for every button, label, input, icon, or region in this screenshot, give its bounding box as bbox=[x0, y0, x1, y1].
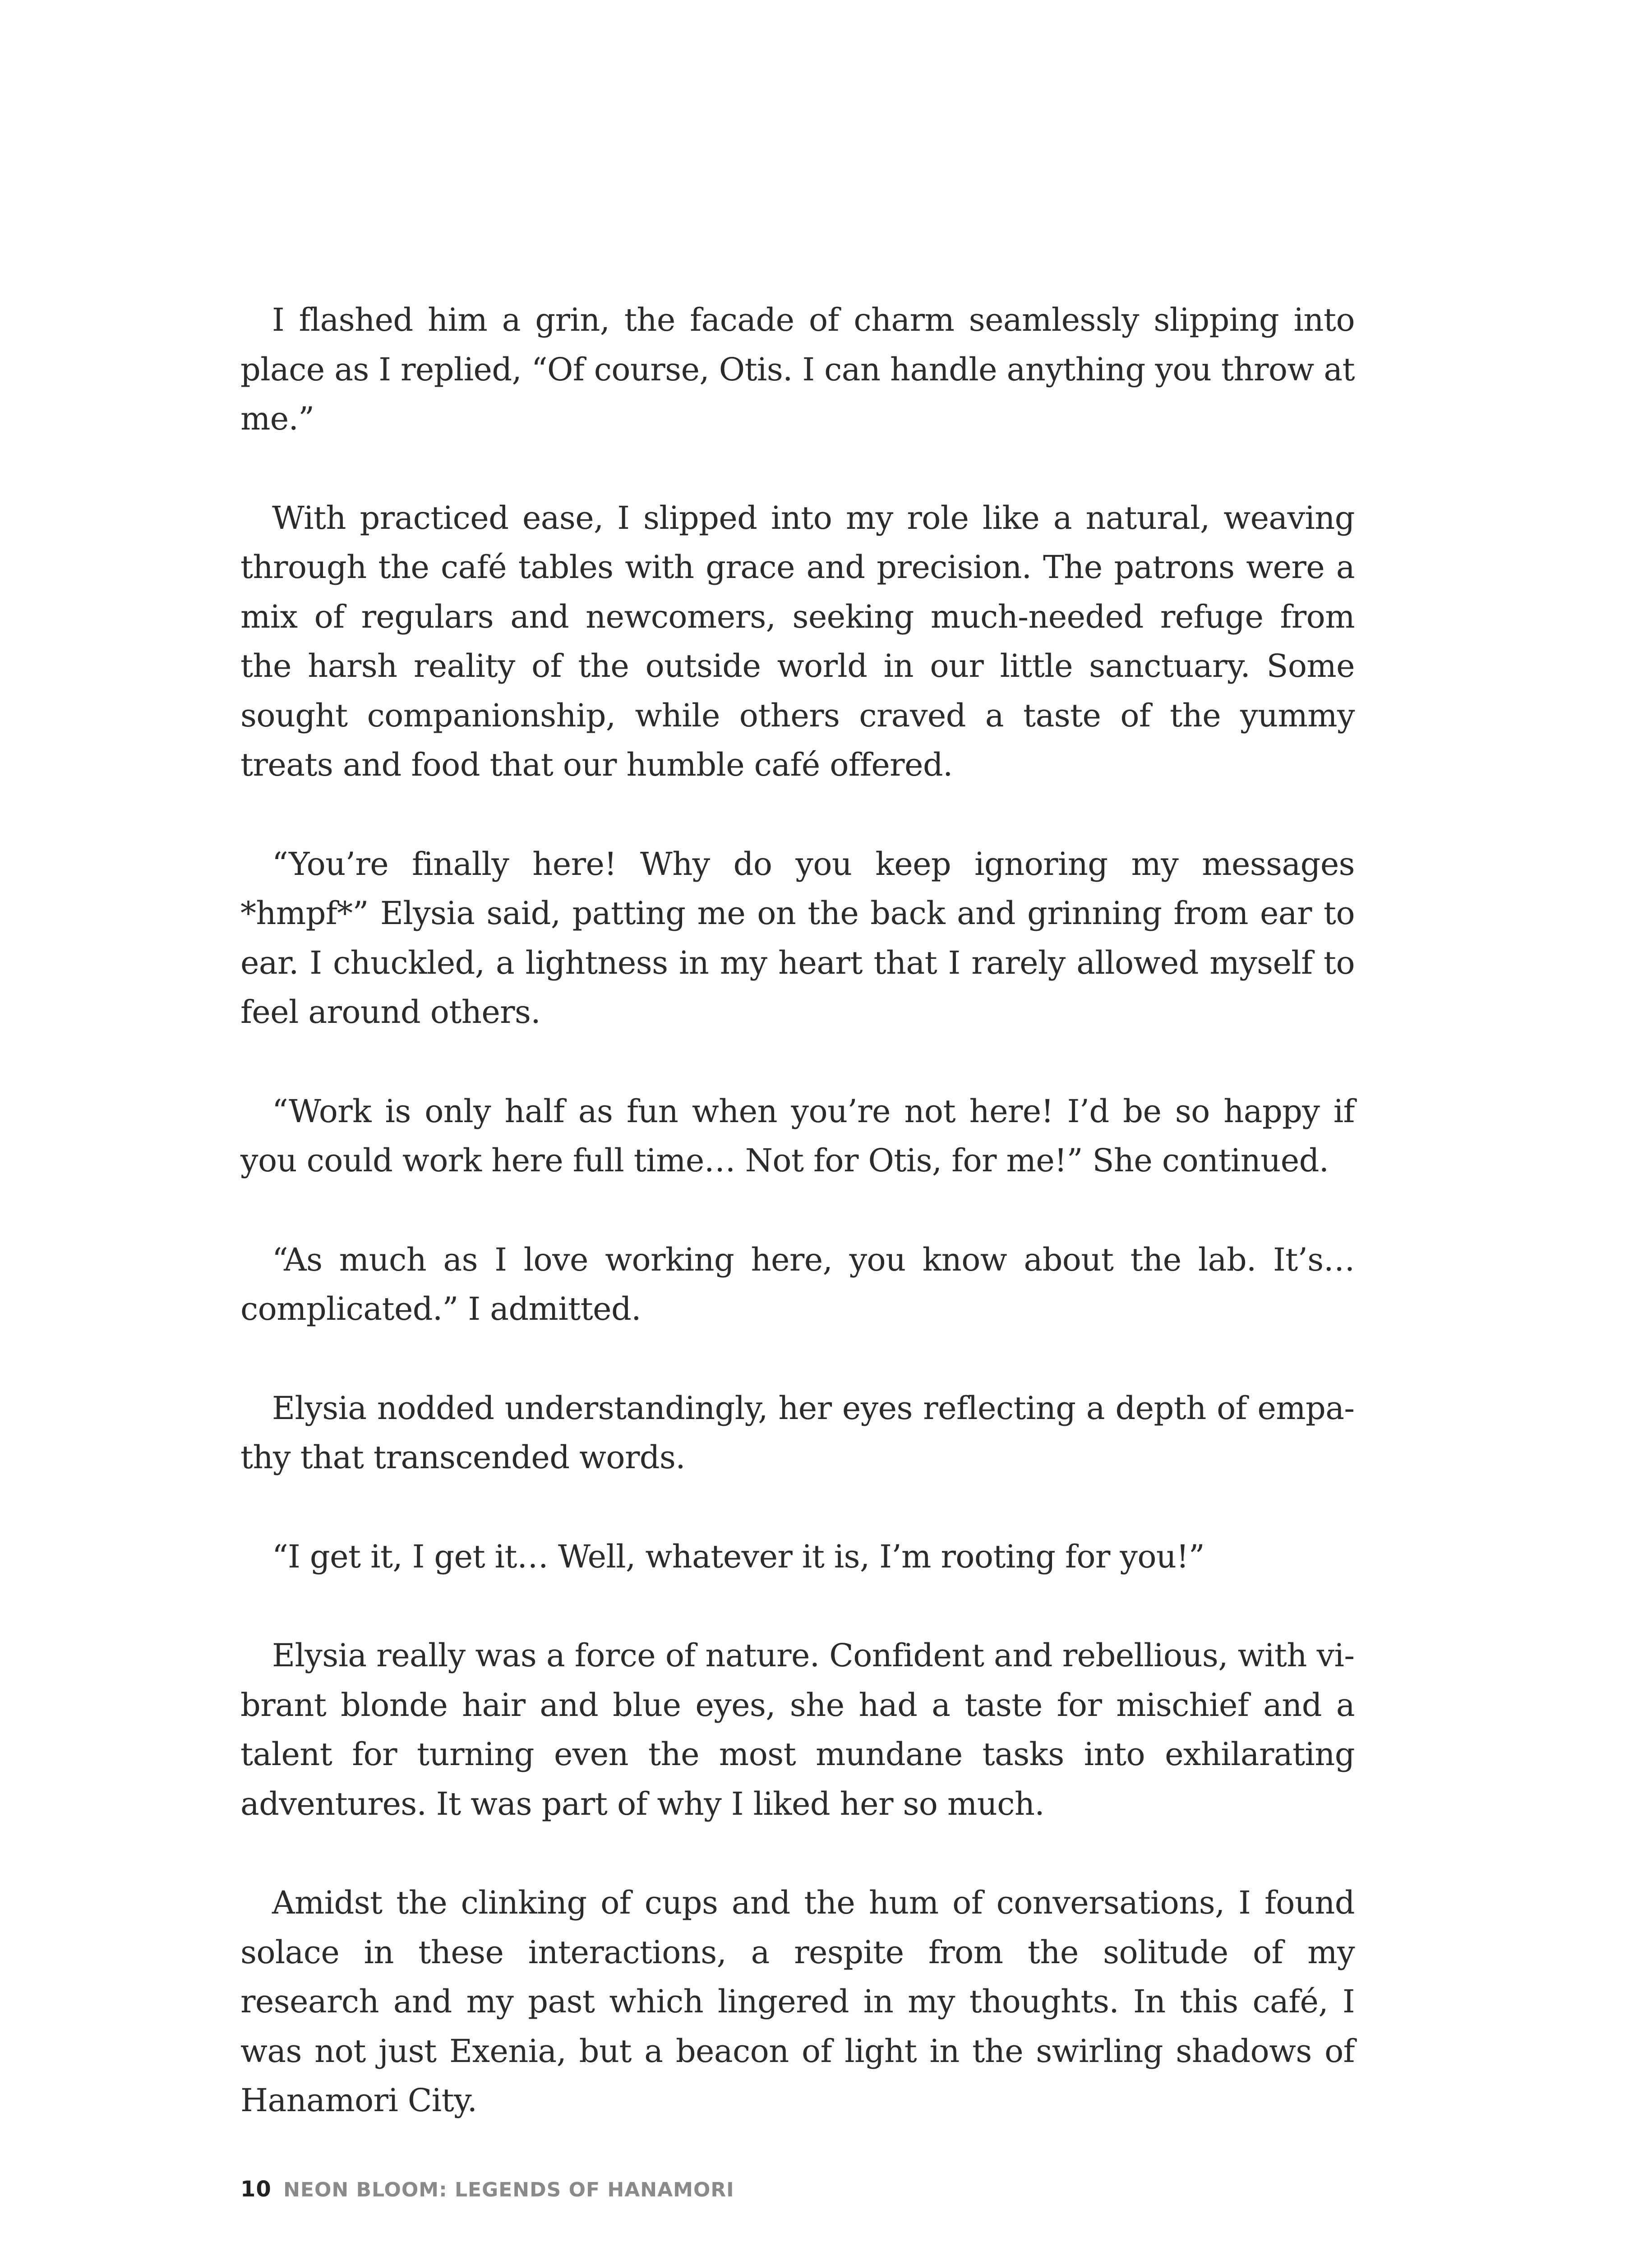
page-footer bbox=[240, 2176, 734, 2203]
running-title: NEON BLOOM: LEGENDS OF HANAMORI bbox=[283, 2178, 734, 2201]
paragraph: Elysia really was a force of nature. Confident and rebellious, with vibrant blonde hair and blue eyes, she had a taste for mischief and a talent for turning even the most mundane tasks into exhilarating adventures. It was part of why I liked her so much. bbox=[240, 1637, 1355, 1822]
paragraph: With practiced ease, I slipped into my role like a natural, weaving through the café tables with grace and precision. The patrons were a mix of regulars and newcomers, seeking much-needed refuge from the harsh reality of the outside world in our little sanctuary. Some sought companionship, while others craved a taste of the yummy treats and food that our humble café offered. bbox=[240, 499, 1355, 783]
paragraph: “As much as I love working here, you know about the lab. It’s… complicated.” I admitted. bbox=[240, 1241, 1355, 1327]
paragraph: Amidst the clinking of cups and the hum of conversations, I found solace in these interactions, a respite from the solitude of my research and my past which lingered in my thoughts. In this café, I was not just Exenia, but a beacon of light in the swirling shadows of Hanamori City. bbox=[240, 1884, 1355, 2119]
page-number: 10 bbox=[240, 2177, 272, 2202]
body-text bbox=[240, 296, 1355, 2126]
paragraph: I flashed him a grin, the facade of charm seamlessly slipping into place as I replied, “Of course, Otis. I can handle anything you throw at me.” bbox=[240, 301, 1355, 437]
paragraph: “Work is only half as fun when you’re not here! I’d be so happy if you could work here full time… Not for Otis, for me!” She continued. bbox=[240, 1092, 1355, 1179]
paragraph: “You’re finally here! Why do you keep ignoring my messages *hmpf*” Elysia said, patting me on the back and grinning from ear to ear. I chuckled, a lightness in my heart that I rarely allowed myself to feel around others. bbox=[240, 845, 1355, 1031]
paragraph: Elysia nodded understandingly, her eyes reflecting a depth of empathy that transcended words. bbox=[240, 1389, 1355, 1476]
paragraph: “I get it, I get it… Well, whatever it is, I’m rooting for you!” bbox=[272, 1538, 1205, 1575]
